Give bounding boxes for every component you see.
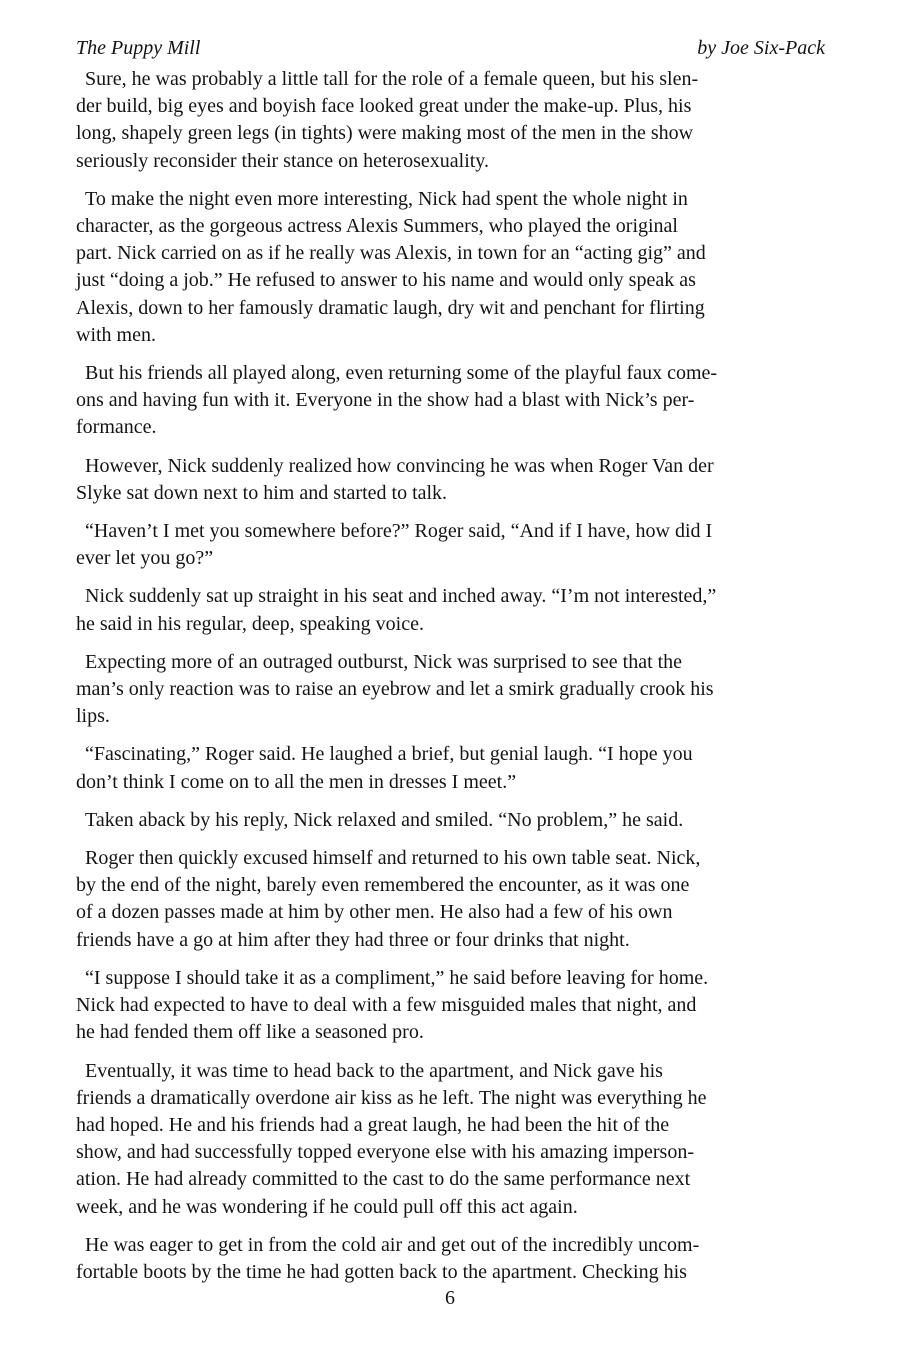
text-line: long, shapely green legs (in tights) were making most of the men in the show — [76, 122, 694, 145]
text-line: with men. — [76, 323, 156, 346]
paragraph — [76, 741, 836, 795]
text-line: fortable boots by the time he had gotten back to the apartment. Checking his — [76, 1260, 687, 1283]
text-line: week, and he was wondering if he could pull off this act again. — [76, 1195, 578, 1218]
text-line: Nick had expected to have to deal with a few misguided males that night, and — [76, 994, 697, 1017]
text-line: by the end of the night, barely even remembered the encounter, as it was one — [76, 874, 690, 897]
paragraph — [76, 1232, 836, 1286]
text-line: ons and having fun with it. Everyone in the show had a blast with Nick’s per- — [76, 389, 695, 412]
paragraph — [76, 66, 836, 175]
book-title: The Puppy Mill — [76, 37, 201, 59]
paragraph — [76, 518, 836, 572]
text-line: However, Nick suddenly realized how convincing he was when Roger Van der — [85, 454, 714, 477]
text-line: man’s only reaction was to raise an eyebrow and let a smirk gradually crook his — [76, 678, 714, 701]
text-line: lips. — [76, 705, 110, 728]
text-line: formance. — [76, 416, 157, 439]
text-line: der build, big eyes and boyish face looked great under the make-up. Plus, his — [76, 95, 692, 118]
paragraph — [76, 186, 836, 349]
text-line: Sure, he was probably a little tall for the role of a female queen, but his slen- — [85, 68, 699, 90]
text-line: don’t think I come on to all the men in dresses I meet.” — [76, 770, 517, 793]
paragraph — [76, 360, 836, 442]
text-line: “I suppose I should take it as a compliment,” he said before leaving for home. — [85, 966, 709, 989]
text-line: Expecting more of an outraged outburst, Nick was surprised to see that the — [85, 650, 683, 673]
text-line: Alexis, down to her famously dramatic laugh, dry wit and penchant for flirting — [76, 296, 705, 319]
text-line: just “doing a job.” He refused to answer to his name and would only speak as — [76, 269, 696, 292]
page-number: 6 — [445, 1287, 455, 1309]
text-line: friends a dramatically overdone air kiss as he left. The night was everything he — [76, 1086, 707, 1109]
text-line: But his friends all played along, even returning some of the playful faux come- — [85, 362, 718, 385]
paragraph — [76, 807, 836, 834]
text-line: part. Nick carried on as if he really was Alexis, in town for an “acting gig” and — [76, 242, 706, 265]
text-line: “Fascinating,” Roger said. He laughed a brief, but genial laugh. “I hope you — [85, 743, 693, 766]
paragraph — [76, 845, 836, 954]
paragraph — [76, 453, 836, 507]
text-line: of a dozen passes made at him by other men. He also had a few of his own — [76, 901, 673, 924]
text-line: Roger then quickly excused himself and returned to his own table seat. Nick, — [85, 847, 701, 870]
text-line: friends have a go at him after they had three or four drinks that night. — [76, 928, 630, 951]
text-line: Slyke sat down next to him and started to talk. — [76, 481, 448, 504]
text-line: “Haven’t I met you somewhere before?” Roger said, “And if I have, how did I — [85, 520, 713, 543]
paragraph — [76, 583, 836, 637]
text-line: Eventually, it was time to head back to the apartment, and Nick gave his — [85, 1059, 663, 1082]
text-line: character, as the gorgeous actress Alexis Summers, who played the original — [76, 215, 678, 238]
book-author: by Joe Six-Pack — [697, 37, 825, 59]
text-line: Taken aback by his reply, Nick relaxed and smiled. “No problem,” he said. — [85, 808, 684, 831]
text-line: ation. He had already committed to the cast to do the same performance next — [76, 1168, 691, 1191]
text-line: show, and had successfully topped everyone else with his amazing imperson- — [76, 1141, 694, 1164]
text-line: he had fended them off like a seasoned pro. — [76, 1021, 424, 1044]
page-header — [76, 36, 825, 60]
paragraph — [76, 965, 836, 1047]
text-line: ever let you go?” — [76, 547, 214, 570]
text-line: To make the night even more interesting, Nick had spent the whole night in — [85, 187, 688, 210]
page-footer — [0, 1286, 900, 1310]
paragraph — [76, 1058, 836, 1221]
text-line: He was eager to get in from the cold air and get out of the incredibly uncom- — [85, 1233, 700, 1256]
paragraph — [76, 649, 836, 731]
text-line: had hoped. He and his friends had a great laugh, he had been the hit of the — [76, 1113, 670, 1136]
text-line: Nick suddenly sat up straight in his seat and inched away. “I’m not interested,” — [85, 585, 717, 608]
body-text — [76, 66, 836, 1297]
text-line: seriously reconsider their stance on heterosexuality. — [76, 149, 490, 172]
text-line: he said in his regular, deep, speaking voice. — [76, 612, 424, 635]
